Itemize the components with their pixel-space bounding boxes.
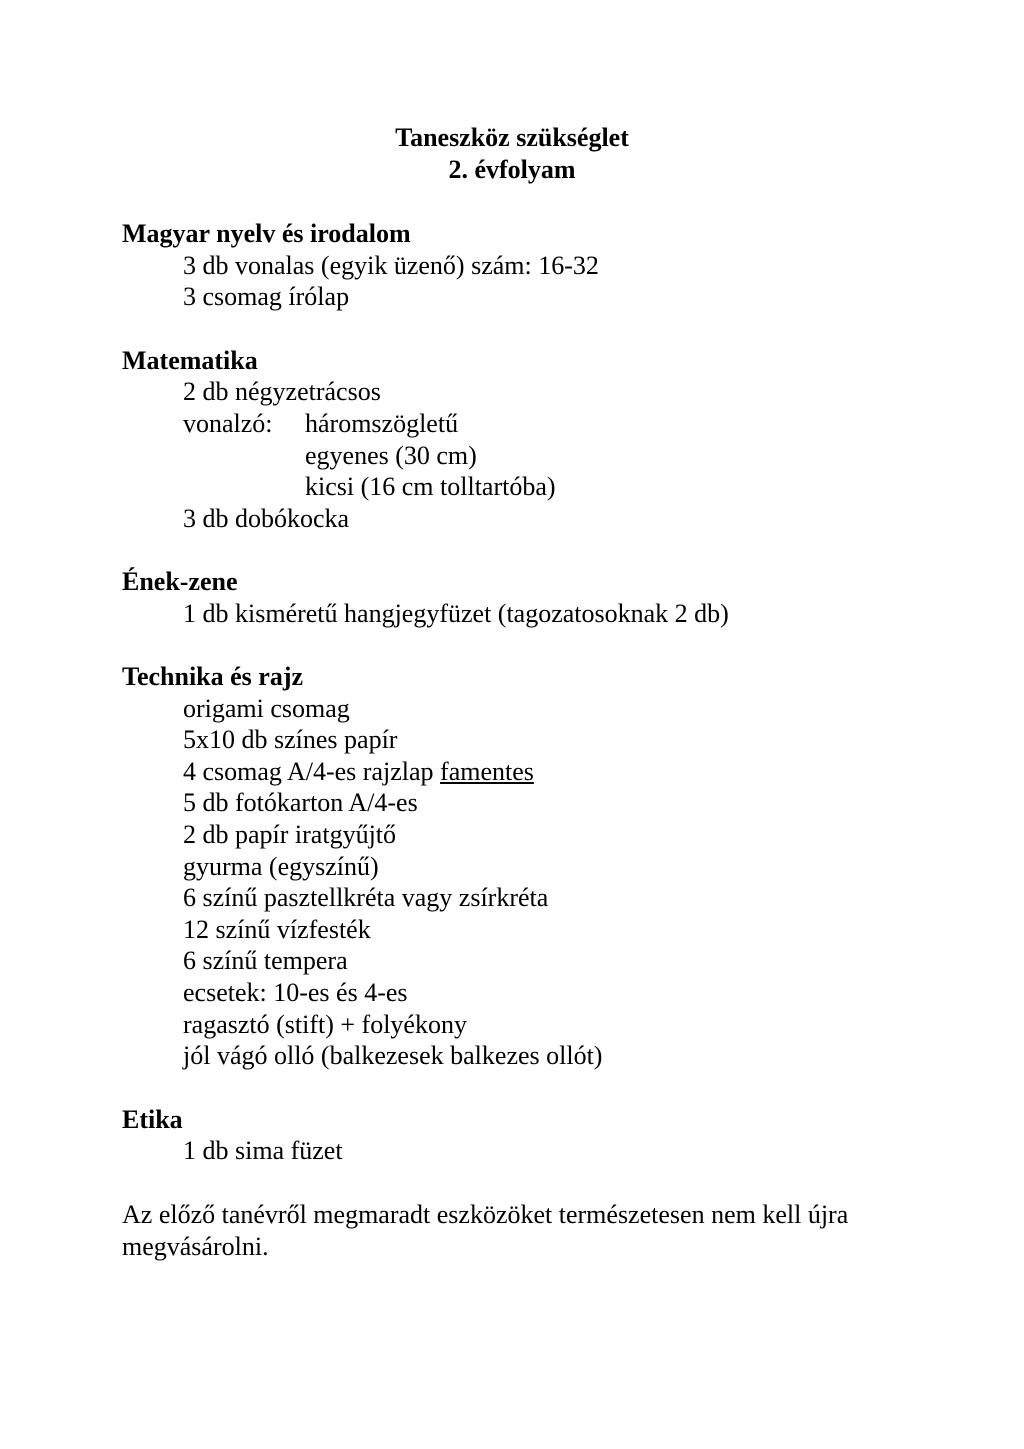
list-item: 1 db sima füzet	[183, 1136, 343, 1165]
list-item	[183, 756, 534, 788]
list-item: jól vágó olló (balkezesek balkezes ollót)	[183, 1041, 603, 1070]
section-heading-technika: Technika és rajz	[122, 662, 304, 691]
page-subtitle: 2. évfolyam	[448, 155, 576, 184]
ruler-option: háromszögletű	[305, 409, 459, 438]
page-title: Taneszköz szükséglet	[395, 123, 629, 152]
list-item-text: 4 csomag A/4-es rajzlap	[183, 757, 441, 786]
section-heading-matematika: Matematika	[122, 346, 258, 375]
list-item: origami csomag	[183, 694, 350, 723]
list-item: 2 db papír iratgyűjtő	[183, 820, 397, 849]
underlined-word: famentes	[440, 757, 534, 786]
list-item: ragasztó (stift) + folyékony	[183, 1010, 467, 1039]
list-item: 12 színű vízfesték	[183, 915, 371, 944]
list-item: 3 csomag írólap	[183, 282, 350, 311]
ruler-option: egyenes (30 cm)	[305, 441, 477, 470]
list-item: 6 színű tempera	[183, 946, 348, 975]
list-item: 2 db négyzetrácsos	[183, 377, 381, 406]
section-heading-magyar: Magyar nyelv és irodalom	[122, 219, 411, 248]
ruler-label: vonalzó:	[183, 409, 273, 438]
list-item: 5 db fotókarton A/4-es	[183, 788, 418, 817]
list-item: 3 db dobókocka	[183, 504, 350, 533]
section-heading-etika: Etika	[122, 1105, 183, 1134]
list-item: 1 db kisméretű hangjegyfüzet (tagozatosoknak 2 db)	[183, 599, 729, 628]
section-heading-enek-zene: Ének-zene	[122, 567, 238, 596]
list-item: ecsetek: 10-es és 4-es	[183, 978, 408, 1007]
ruler-option: kicsi (16 cm tolltartóba)	[305, 472, 556, 501]
footer-note: Az előző tanévről megmaradt eszközöket természetesen nem kell újra megvásárolni.	[122, 1200, 849, 1261]
list-item: 5x10 db színes papír	[183, 725, 398, 754]
list-item: gyurma (egyszínű)	[183, 852, 379, 881]
list-item: 3 db vonalas (egyik üzenő) szám: 16-32	[183, 251, 599, 280]
list-item: 6 színű pasztellkréta vagy zsírkréta	[183, 883, 549, 912]
